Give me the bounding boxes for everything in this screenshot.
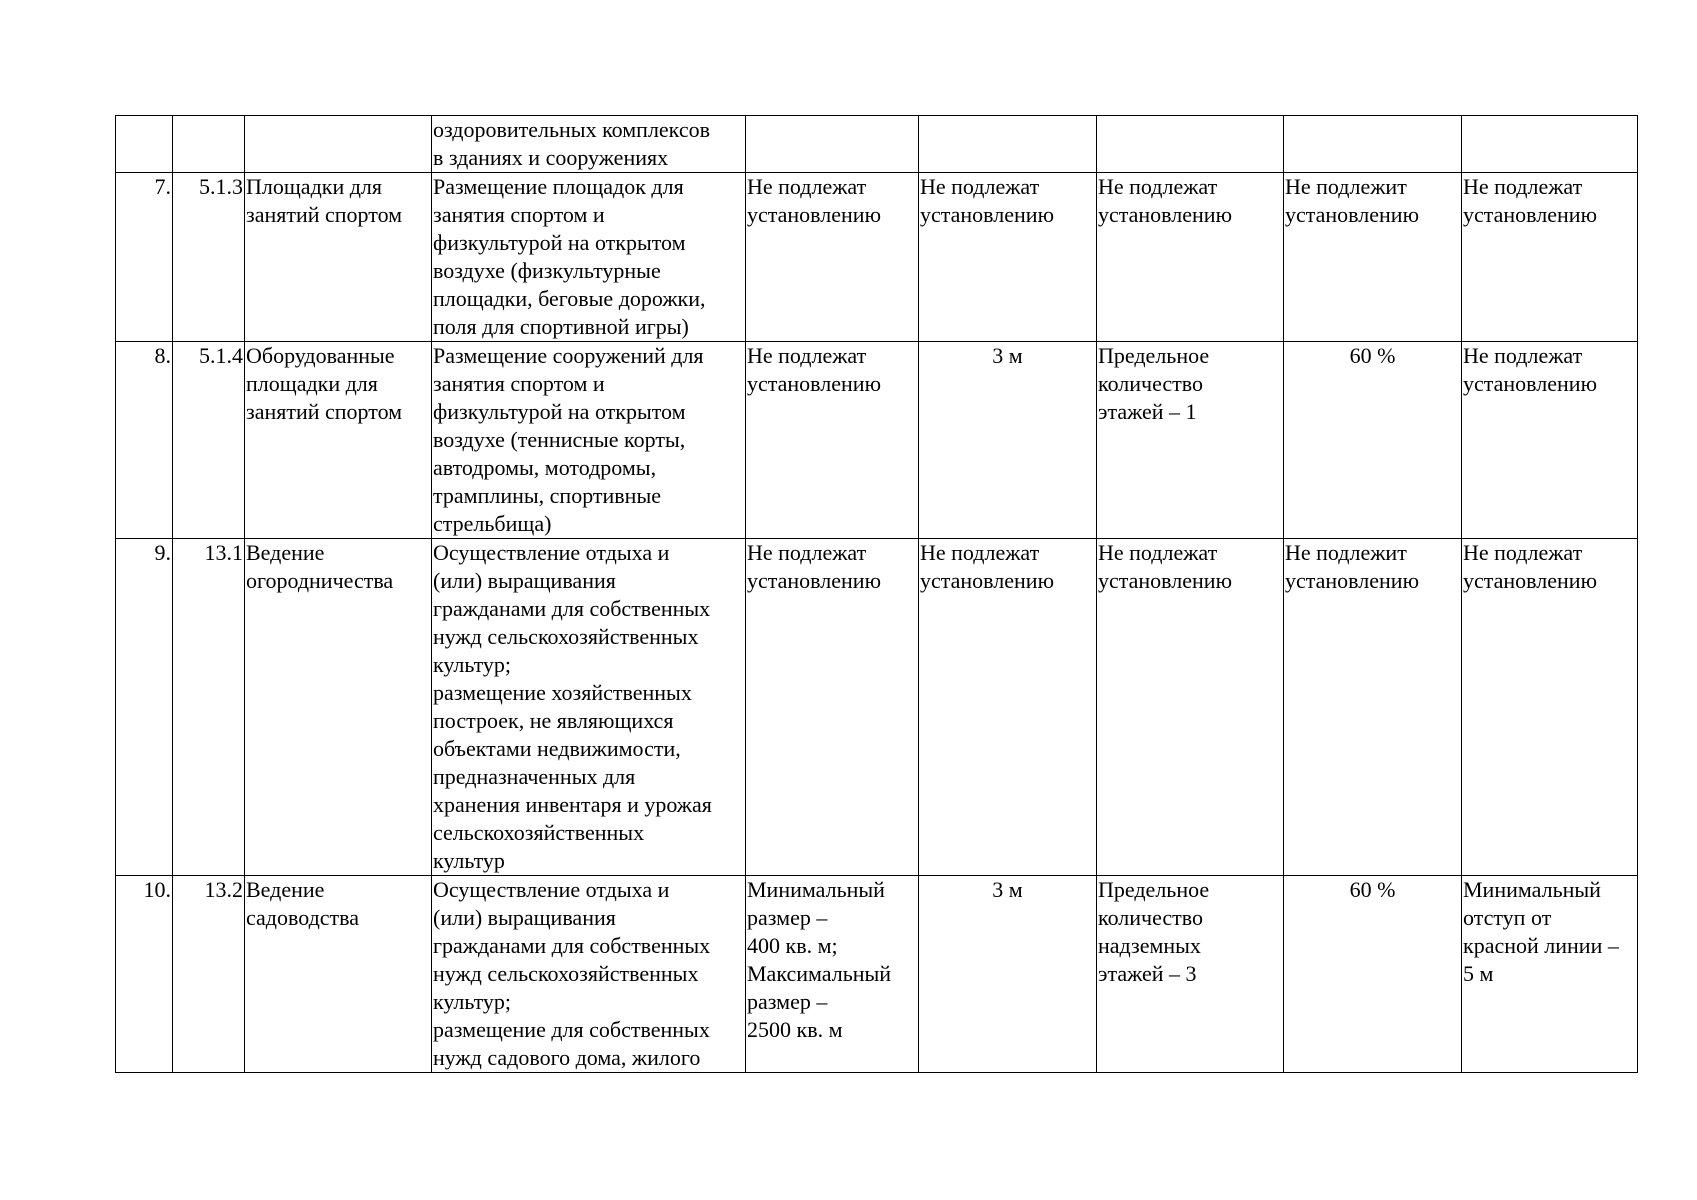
- use-code-cell: [173, 116, 245, 173]
- use-code-cell: 5.1.4: [173, 342, 245, 539]
- use-description-cell: Осуществление отдыха и (или) выращивания гражданами для собственных нужд сельскохозяйственных культур; размещение хозяйственных построек, не являющихся объектами недвижимости, предназначенных для хранения инвентаря и урожая сельскохозяйственных культур: [432, 539, 746, 876]
- floors-cell: Не подлежат установлению: [1097, 539, 1284, 876]
- setback-cell: Не подлежат установлению: [919, 539, 1097, 876]
- plot-size-cell: Не подлежат установлению: [746, 342, 919, 539]
- plot-size-cell: Не подлежат установлению: [746, 539, 919, 876]
- row-number-cell: 10.: [116, 876, 173, 1073]
- plot-size-cell: [746, 116, 919, 173]
- use-code-cell: 13.2: [173, 876, 245, 1073]
- table-row: [116, 876, 1638, 1073]
- row-number-cell: 7.: [116, 173, 173, 342]
- use-description-cell: оздоровительных комплексов в зданиях и сооружениях: [432, 116, 746, 173]
- other-params-cell: [1462, 116, 1638, 173]
- use-description-cell: Осуществление отдыха и (или) выращивания гражданами для собственных нужд сельскохозяйственных культур; размещение для собственных нужд садового дома, жилого: [432, 876, 746, 1073]
- setback-cell: [919, 116, 1097, 173]
- use-name-cell: Ведение огородничества: [245, 539, 432, 876]
- row-number-cell: 9.: [116, 539, 173, 876]
- row-number-cell: [116, 116, 173, 173]
- floors-cell: Не подлежат установлению: [1097, 173, 1284, 342]
- setback-cell: 3 м: [919, 342, 1097, 539]
- coverage-cell: 60 %: [1284, 342, 1462, 539]
- floors-cell: [1097, 116, 1284, 173]
- use-description-cell: Размещение сооружений для занятия спортом и физкультурой на открытом воздухе (теннисные корты, автодромы, мотодромы, трамплины, спортивные стрельбища): [432, 342, 746, 539]
- use-name-cell: Площадки для занятий спортом: [245, 173, 432, 342]
- coverage-cell: Не подлежит установлению: [1284, 539, 1462, 876]
- row-number-cell: 8.: [116, 342, 173, 539]
- plot-size-cell: Минимальный размер – 400 кв. м; Максимальный размер – 2500 кв. м: [746, 876, 919, 1073]
- use-name-cell: Оборудованные площадки для занятий спортом: [245, 342, 432, 539]
- other-params-cell: Не подлежат установлению: [1462, 173, 1638, 342]
- floors-cell: Предельное количество надземных этажей – 3: [1097, 876, 1284, 1073]
- table-row: [116, 173, 1638, 342]
- coverage-cell: Не подлежит установлению: [1284, 173, 1462, 342]
- land-use-regulations-table: [115, 115, 1638, 1073]
- coverage-cell: [1284, 116, 1462, 173]
- plot-size-cell: Не подлежат установлению: [746, 173, 919, 342]
- use-description-cell: Размещение площадок для занятия спортом и физкультурой на открытом воздухе (физкультурные площадки, беговые дорожки, поля для спортивной игры): [432, 173, 746, 342]
- coverage-cell: 60 %: [1284, 876, 1462, 1073]
- table-row: [116, 539, 1638, 876]
- setback-cell: 3 м: [919, 876, 1097, 1073]
- table-row: [116, 342, 1638, 539]
- floors-cell: Предельное количество этажей – 1: [1097, 342, 1284, 539]
- other-params-cell: Не подлежат установлению: [1462, 539, 1638, 876]
- table-row: [116, 116, 1638, 173]
- other-params-cell: Не подлежат установлению: [1462, 342, 1638, 539]
- use-name-cell: Ведение садоводства: [245, 876, 432, 1073]
- use-code-cell: 5.1.3: [173, 173, 245, 342]
- other-params-cell: Минимальный отступ от красной линии – 5 м: [1462, 876, 1638, 1073]
- setback-cell: Не подлежат установлению: [919, 173, 1097, 342]
- use-code-cell: 13.1: [173, 539, 245, 876]
- use-name-cell: [245, 116, 432, 173]
